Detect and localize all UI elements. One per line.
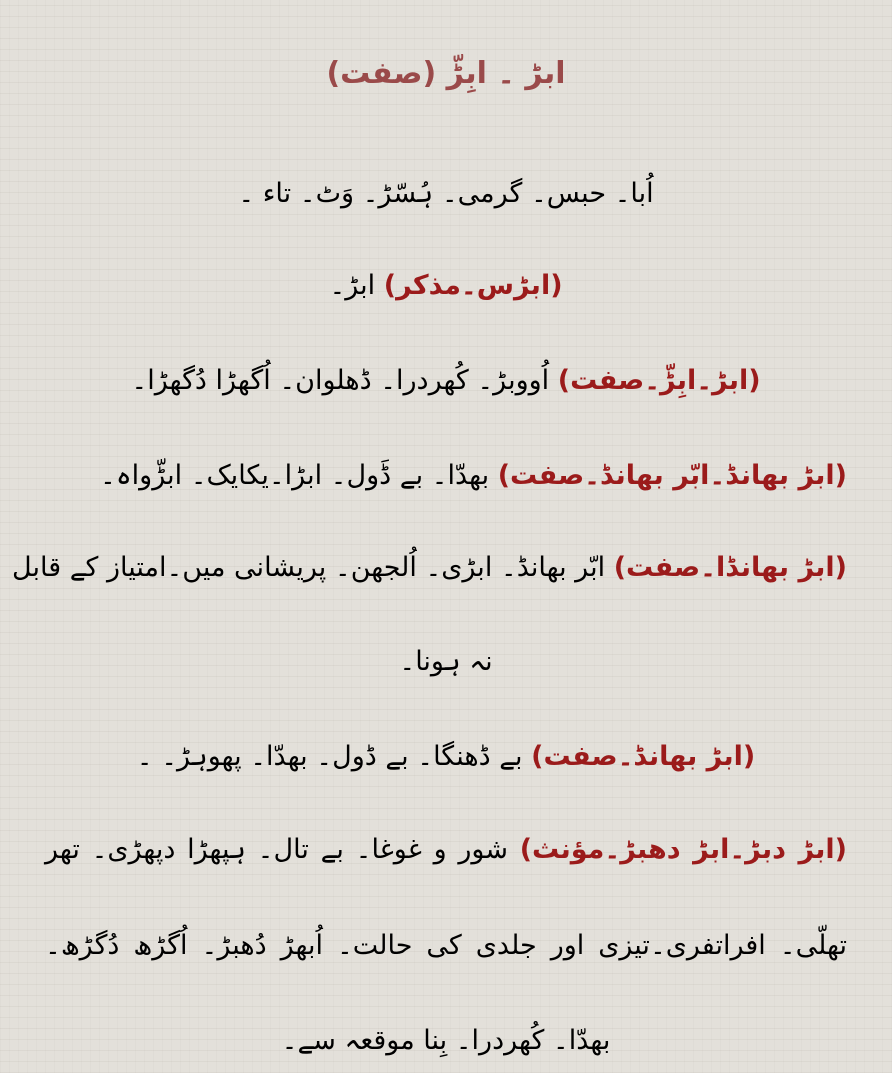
entry-term: (ابڑس۔مذکر) [383,270,563,301]
entry-line-6 [0,733,892,781]
entry-text: ابڑ۔ [329,270,376,301]
entry-line-4 [37,452,847,500]
entry-text: نہ ہونا۔ [399,646,493,677]
entry-text: اُبا۔ حبس۔ گرمی۔ ہُسّڑ۔ وَٹ۔ تاء ۔ [238,178,654,209]
entry-line-1 [0,170,892,218]
entry-line-5-continuation [0,638,892,686]
entry-text: بے ڈھنگا۔ بے ڈول۔ بھدّا۔ پھوہڑ۔ ۔ [136,741,523,772]
entry-text: شور و غوغا۔ بے تال۔ ہپھڑا دپھڑی۔ تھر [45,834,508,865]
entry-line-7-continuation [45,922,847,970]
entry-term: (ابڑ۔ابِڑّ۔صفت) [557,365,761,396]
entry-term: (ابڑ بھانڈ۔صفت) [531,741,756,772]
entry-line-5 [12,544,847,592]
entry-text: اُووبڑ۔ کُھردرا۔ ڈھلوان۔ اُگھڑا دُگھڑا۔ [131,365,550,396]
entry-line-7-continuation-2 [0,1017,892,1065]
entry-line-7 [45,826,847,874]
entry-text: ابّر بھانڈ۔ ابڑی۔ اُلجھن۔ پریشانی میں۔امتیاز کے قابل [12,552,606,583]
entry-line-3 [0,357,892,405]
entry-term: (ابڑ دبڑ۔ابڑ دھبڑ۔مؤنث) [519,834,848,865]
entry-line-2 [0,262,892,310]
entry-term: (ابڑ بھانڈ۔ابّر بھانڈ۔صفت) [497,460,847,491]
entry-text: بھدّا۔ بے ڈَول۔ ابڑا۔یکایک۔ ابڑّواہ۔ [100,460,490,491]
page-title: ابڑ ۔ ابِڑّ (صفت) [326,56,566,91]
entry-term: (ابڑ بھانڈا۔صفت) [613,552,847,583]
entry-text: تھلّی۔ افراتفری۔تیزی اور جلدی کی حالت۔ اُبھڑ دُھبڑ۔ اُگڑھ دُگڑھ۔ [45,930,847,961]
entry-text: بھدّا۔ کُھردرا۔ بِنا موقعہ سے۔ [281,1025,611,1056]
